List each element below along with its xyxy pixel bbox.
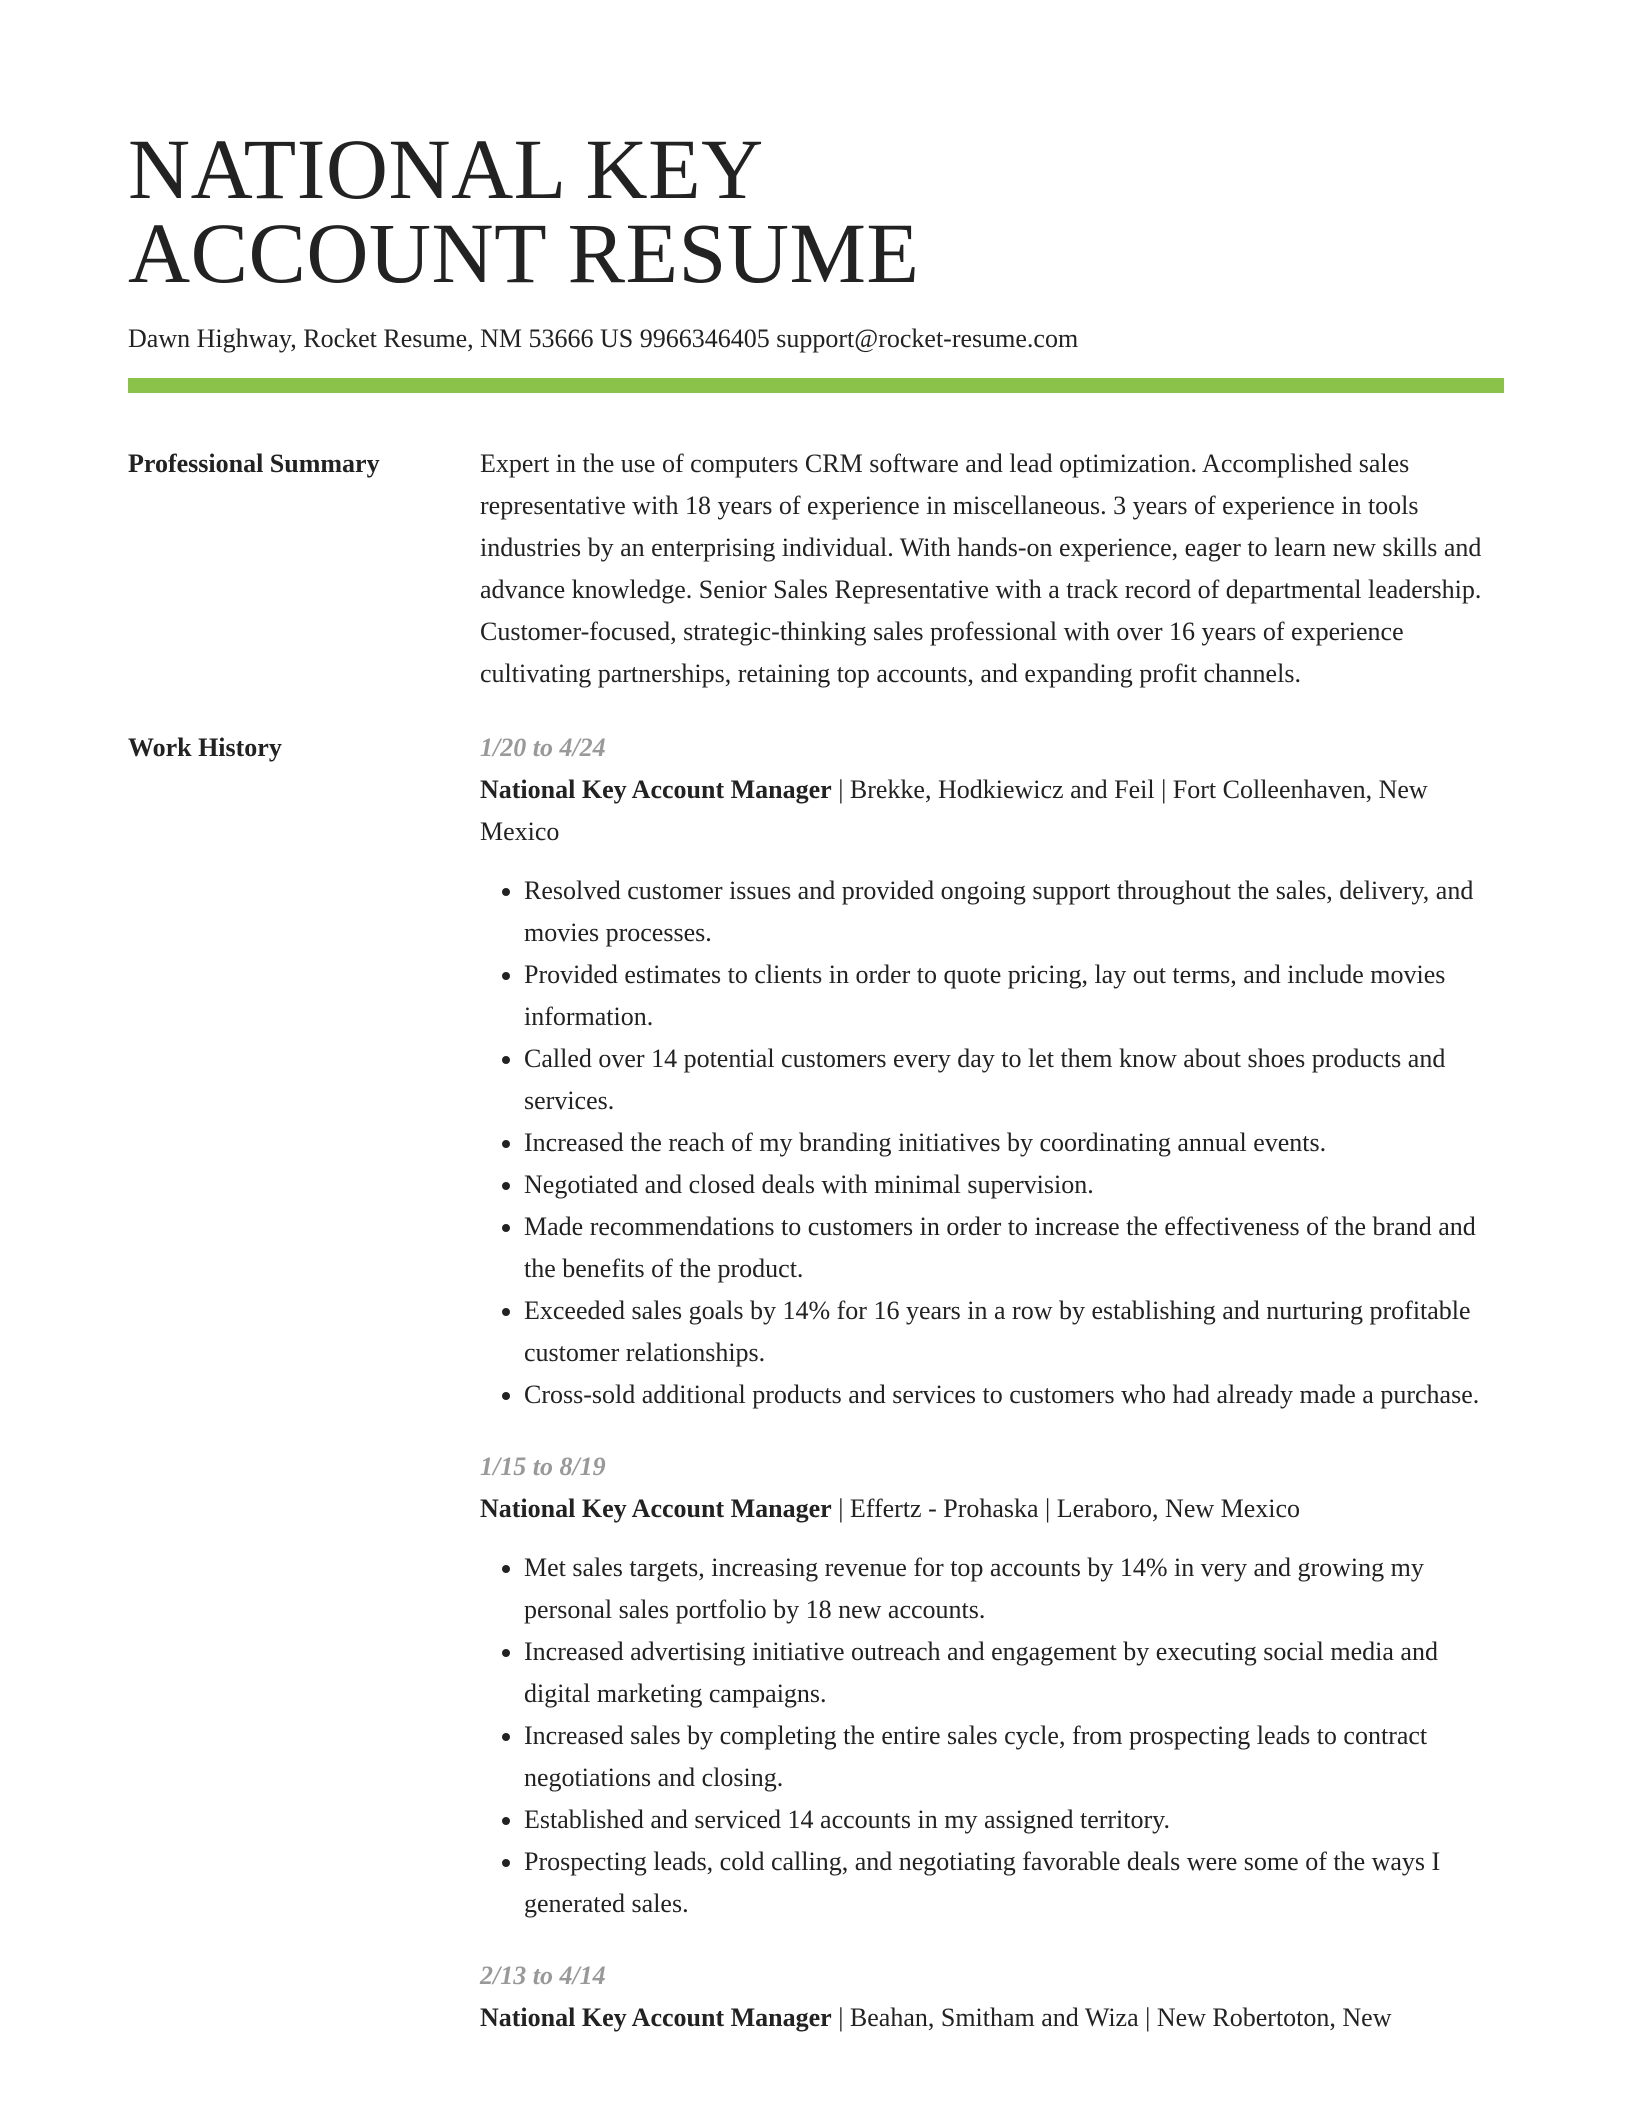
- job-title: National Key Account Manager: [480, 2003, 832, 2032]
- job-bullet: • Negotiated and closed deals with minimal supervision.: [524, 1164, 1504, 1206]
- job-title: National Key Account Manager: [480, 1494, 832, 1523]
- job-bullet: • Provided estimates to clients in order to quote pricing, lay out terms, and include movies information.: [524, 954, 1504, 1038]
- job-bullet: • Increased advertising initiative outreach and engagement by executing social media and digital marketing campaigns.: [524, 1631, 1504, 1715]
- job-bullet: • Increased sales by completing the entire sales cycle, from prospecting leads to contract negotiations and closing.: [524, 1715, 1504, 1799]
- job-bullet-list: [480, 1547, 1504, 1925]
- summary-text: Expert in the use of computers CRM software and lead optimization. Accomplished sales representative with 18 years of experience in miscellaneous. 3 years of experience in tools industries by an enterprising individual. With hands-on experience, eager to learn new skills and advance knowledge. Senior Sales Representative with a track record of departmental leadership. Customer-focused, strategic-thinking sales professional with over 16 years of experience cultivating partnerships, retaining top accounts, and expanding profit channels.: [480, 449, 1482, 688]
- job-dates: 1/20 to 4/24: [480, 733, 606, 762]
- job-employer-location: | Effertz - Prohaska | Leraboro, New Mexico: [831, 1494, 1301, 1523]
- section-label-summary: Professional Summary: [128, 449, 380, 478]
- work-history-section: [128, 727, 1504, 2069]
- job-entry: [480, 727, 1504, 1416]
- job-bullet: • Exceeded sales goals by 14% for 16 years in a row by establishing and nurturing profitable customer relationships.: [524, 1290, 1504, 1374]
- job-bullet: • Met sales targets, increasing revenue for top accounts by 14% in very and growing my personal sales portfolio by 18 new accounts.: [524, 1547, 1504, 1631]
- job-bullet: • Made recommendations to customers in order to increase the effectiveness of the brand and the benefits of the product.: [524, 1206, 1504, 1290]
- job-entry: [480, 1955, 1504, 2039]
- job-bullet: • Called over 14 potential customers every day to let them know about shoes products and services.: [524, 1038, 1504, 1122]
- job-bullet-list: [480, 870, 1504, 1416]
- job-bullet: • Prospecting leads, cold calling, and negotiating favorable deals were some of the ways I generated sales.: [524, 1841, 1504, 1925]
- section-label-work: Work History: [128, 733, 282, 762]
- summary-body: [480, 443, 1504, 695]
- resume-title: NATIONAL KEY ACCOUNT RESUME: [128, 121, 920, 301]
- job-entry: [480, 1446, 1504, 1925]
- job-heading: [480, 1997, 1504, 2039]
- job-bullet: • Resolved customer issues and provided ongoing support throughout the sales, delivery, and movies processes.: [524, 870, 1504, 954]
- job-heading: [480, 769, 1504, 853]
- job-heading: [480, 1488, 1504, 1530]
- contact-line: Dawn Highway, Rocket Resume, NM 53666 US 9966346405 support@rocket-resume.com: [128, 324, 1079, 353]
- job-bullet: • Cross-sold additional products and services to customers who had already made a purchase.: [524, 1374, 1504, 1416]
- job-dates: 1/15 to 8/19: [480, 1452, 606, 1481]
- accent-divider: [128, 378, 1504, 393]
- work-history-body: [480, 727, 1504, 2069]
- job-dates: 2/13 to 4/14: [480, 1961, 606, 1990]
- job-title: National Key Account Manager: [480, 775, 832, 804]
- job-employer-location: | Beahan, Smitham and Wiza | New Robertoton, New: [831, 2003, 1392, 2032]
- job-bullet: • Increased the reach of my branding initiatives by coordinating annual events.: [524, 1122, 1504, 1164]
- professional-summary-section: [128, 443, 1504, 695]
- job-employer-location: | Brekke, Hodkiewicz and Feil | Fort Colleenhaven, New Mexico: [480, 775, 1428, 846]
- job-bullet: • Established and serviced 14 accounts in my assigned territory.: [524, 1799, 1504, 1841]
